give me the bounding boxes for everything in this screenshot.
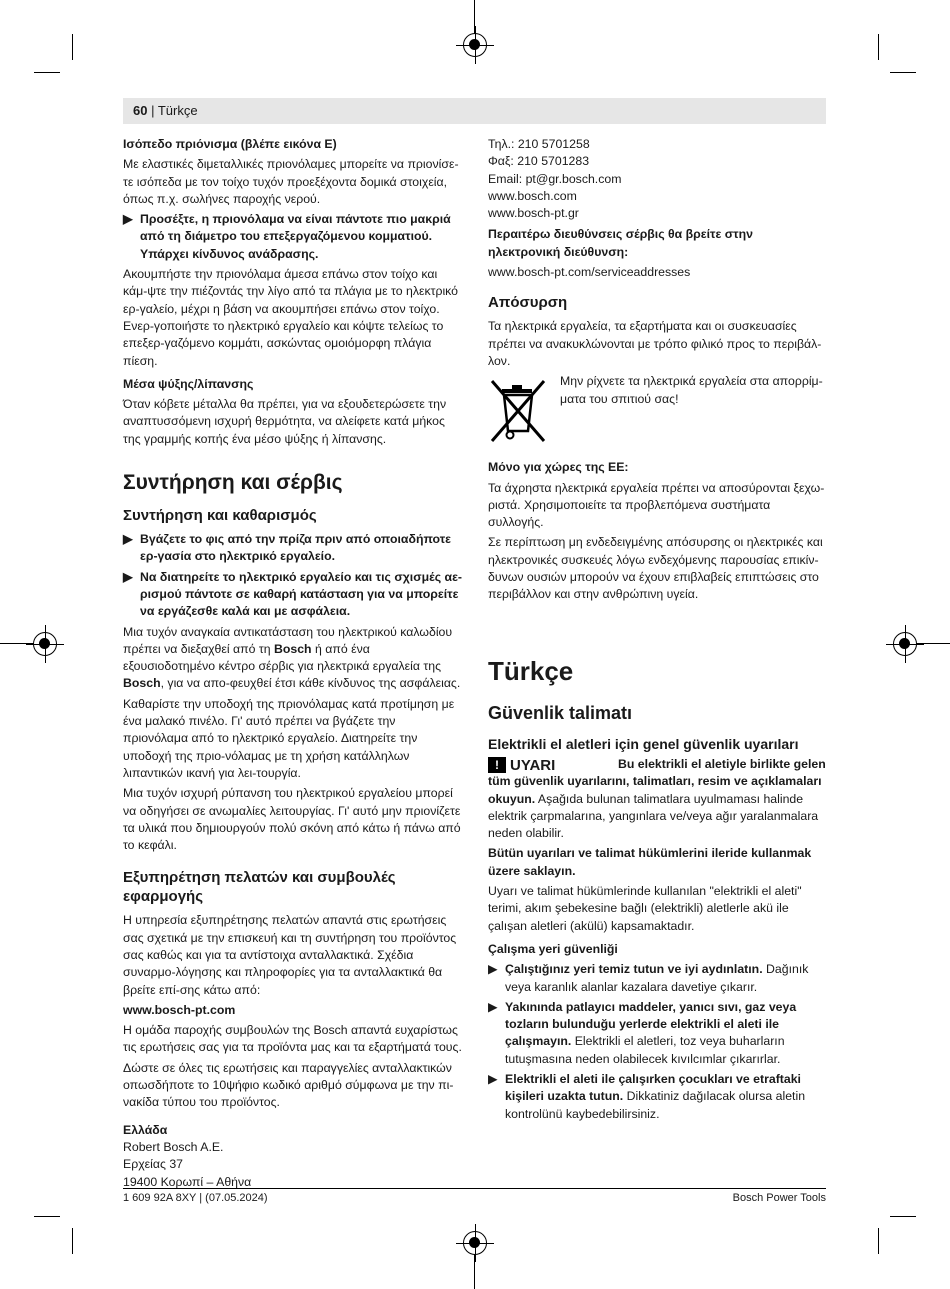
paragraph: Μια τυχόν ισχυρή ρύπανση του ηλεκτρικού εργαλείου μπορεί να οδηγήσει σε ανωμαλίες λειτουργίας. Γι' αυτό μην πριονίζετε τα υλικά που δημιουργούν πολύ σκόνη από κάτω ή πάνω από το κεφάλι. — [123, 786, 461, 853]
paragraph: Όταν κόβετε μέταλλα θα πρέπει, για να εξουδετερώσετε την αναπτυσσόμενη ισχυρή θερμότητα, να αλείφετε κατά μήκος της γραμμής κοπής ένα μέσο ψύξης ή λίπανσης. — [123, 397, 447, 446]
section-title: Μόνο για χώρες της ΕΕ: — [488, 460, 629, 475]
left-column — [123, 136, 463, 1191]
heading-safety: Güvenlik talimatı — [488, 702, 633, 723]
arrow-icon: ▶ — [123, 569, 133, 584]
paragraph: Με ελαστικές διμεταλλικές πριονόλαμες μπορείτε να πριονίσε-τε ισόπεδα με τον τοίχο τυχόν προεξέχοντα δομικά στοιχεία, όπως π.χ. σωλήνες παροχής νερού. — [123, 157, 459, 206]
section-title: Ισόπεδο πριόνισμα (βλέπε εικόνα E) — [123, 137, 337, 151]
heading-maintenance: Συντήρηση και καθαρισμός — [123, 507, 317, 525]
heading-customer-service: Εξυπηρέτηση πελατών και συμβουλές εφαρμογής — [123, 869, 396, 906]
country: Ελλάδα — [123, 1122, 168, 1137]
crop-mark — [34, 1216, 60, 1217]
warning-bullet — [123, 211, 463, 263]
brand-name: Bosch Power Tools — [732, 1192, 826, 1204]
section-title: Çalışma yeri güvenliği — [488, 941, 618, 956]
paragraph: Καθαρίστε την υποδοχή της πριονόλαμας κατά προτίμηση με ένα μαλακό πινέλο. Γι' αυτό πρέπει να βγάζετε την πριονόλαμα από το ηλεκτρικό εργαλείο. Διατηρείτε την υποδοχή της πριο-νόλαμας με τη χρήση κατάλληλων λιπαντικών ικανή για λει-τουργία. — [123, 696, 455, 780]
registration-mark-icon — [463, 1231, 487, 1255]
registration-mark-icon — [33, 632, 57, 656]
paragraph: Ακουμπήστε την πριονόλαμα άμεσα επάνω στον τοίχο και κάμ-ψτε την πιέζοντάς την λίγο από τα πλάγια με το ηλεκτρικό ερ-γαλείο, μέχρι η βάση να ακουμπήσει επάνω στον τοίχο. Ενερ-γοποιήστε το ηλεκτρικό εργαλείο και κόψτε τελείως το επεξερ-γαζόμενο κομμάτι, ασκώντας ομοιόμορφη πλάγια πίεση. — [123, 267, 459, 368]
address-line: Ερχείας 37 — [123, 1157, 183, 1172]
arrow-icon: ▶ — [123, 532, 133, 547]
text: , για να απο-φευχθεί έτσι κάθε κίνδυνος της ασφάλειας. — [160, 676, 461, 691]
registration-mark-icon — [463, 33, 487, 57]
text: ή από ένα εξουσιοδοτημένο κέντρο σέρβις για ηλεκτρικά εργαλεία της — [123, 641, 442, 674]
bullet — [488, 999, 828, 1068]
heading-general-warnings: Elektrikli el aletleri için genel güvenlik uyarıları — [488, 735, 799, 752]
bullet-text: Να διατηρείτε το ηλεκτρικό εργαλείο και τις σχισμές αε-ρισμού πάντοτε σε καθαρή κατάσταση για να μπορείτε να εργάζεσθε καλά και με ασφάλεια. — [140, 569, 463, 619]
fax: Φαξ: 210 5701283 — [488, 154, 590, 169]
doc-code: 1 609 92A 8XY | (07.05.2024) — [123, 1192, 268, 1204]
paragraph: Δώστε σε όλες τις ερωτήσεις και παραγγελίες ανταλλακτικών οπωσδήποτε το 10ψήφιο κωδικό αριθμό σύμφωνα με την πι-νακίδα τύπου του προϊόντος. — [123, 1060, 454, 1110]
warning-bold: Bu elektrikli el aletiyle birlikte gelen tüm güvenlik uyarılarını, talimatları, resim ve açıklamaları okuyun. — [488, 756, 826, 806]
crop-mark — [878, 34, 879, 60]
paragraph: Μην ρίχνετε τα ηλεκτρικά εργαλεία στα απορρίμ-ματα του σπιτιού σας! — [560, 374, 823, 406]
bullet-text: Elektrikli el aletleri, toz veya buharların tutuşmasına neden olabilecek kıvılcımlar çıkarırlar. — [505, 1034, 785, 1066]
right-column — [488, 136, 828, 1126]
arrow-icon: ▶ — [488, 1071, 498, 1086]
text: Μια τυχόν αναγκαία αντικατάσταση του ηλεκτρικού καλωδίου πρέπει να διεξαχθεί από τη — [123, 624, 453, 656]
link[interactable]: www.bosch-pt.com/serviceaddresses — [488, 265, 691, 280]
bullet — [488, 1071, 828, 1123]
heading-service: Συντήρηση και σέρβις — [123, 471, 343, 495]
arrow-icon: ▶ — [488, 962, 498, 977]
language-title: Türkçe — [488, 655, 574, 686]
phone: Τηλ.: 210 5701258 — [488, 137, 590, 151]
registration-mark-icon — [893, 632, 917, 656]
page-header: 60 | Türkçe — [123, 98, 826, 124]
link[interactable]: www.bosch-pt.gr — [488, 206, 579, 221]
warning-block — [488, 757, 828, 843]
crop-mark — [34, 72, 60, 73]
bullet — [488, 961, 828, 996]
paragraph — [123, 624, 463, 693]
bullet-text: Dağınık veya karanlık alanlar kazalara davetiye çıkarır. — [505, 962, 809, 994]
link[interactable]: www.bosch.com — [488, 188, 577, 203]
address-line: Robert Bosch A.E. — [123, 1139, 224, 1154]
disposal-block — [488, 373, 828, 449]
page-number: 60 — [133, 103, 148, 118]
bullet-bold: Çalıştığınız yeri temiz tutun ve iyi aydınlatın. — [505, 962, 763, 977]
crop-mark — [890, 1216, 916, 1217]
bullet — [123, 531, 463, 566]
paragraph: Η υπηρεσία εξυπηρέτησης πελατών απαντά στις ερωτήσεις σας σχετικά με την επισκευή και τη συντήρηση του προϊόντος σας καθώς και για τα αντίστοιχα ανταλλακτικά. Σχέδια συναρμο-λόγησης και πληροφορίες για τα ανταλλακτικά θα βρείτε επί-σης κάτω από: — [123, 913, 457, 997]
keep-instructions: Bütün uyarıları ve talimat hükümlerini ileride kullanmak üzere saklayın. — [488, 846, 812, 878]
bullet — [123, 569, 463, 621]
crop-mark — [878, 1228, 879, 1254]
brand: Bosch — [273, 641, 312, 656]
paragraph: Τα ηλεκτρικά εργαλεία, τα εξαρτήματα και οι συσκευασίες πρέπει να ανακυκλώνονται με τρόπο φιλικό προς το περιβάλ-λον. — [488, 319, 822, 368]
paragraph: Η ομάδα παροχής συμβουλών της Bosch απαντά ευχαρίστως τις ερωτήσεις σας για τα προϊόντα μας και τα εξαρτήματά τους. — [123, 1023, 462, 1055]
paragraph: Τα άχρηστα ηλεκτρικά εργαλεία πρέπει να αποσύρονται ξεχω-ριστά. Χρησιμοποιείτε τα προβλεπόμενα συστήματα συλλογής. — [488, 480, 825, 530]
paragraph: Σε περίπτωση μη ενδεδειγμένης απόσυρσης οι ηλεκτρικές και ηλεκτρονικές συσκευές λόγω ενδεχόμενης παρουσίας επικίν-δυνων ουσιών μπορούν να έχουν επιβλαβείς επιπτώσεις στο περιβάλλον και στην ανθρώπινη υγεία. — [488, 535, 823, 602]
email[interactable]: Email: pt@gr.bosch.com — [488, 171, 622, 186]
warning-text: Aşağıda bulunan talimatlara uyulmaması halinde elektrik çarpmalarına, yangınlara ve/veya ağır yaralanmalara neden olabilir. — [488, 791, 819, 841]
warning-triangle-icon: ! — [488, 757, 506, 773]
crossed-bin-icon — [488, 375, 548, 445]
bullet-text: Dikkatiniz dağılacak olursa aletin kontrolünü kaybedebilirsiniz. — [505, 1089, 806, 1121]
warning-word: UYARI — [510, 756, 556, 774]
bullet-bold: Elektrikli el aleti ile çalışırken çocukları ve etraftaki kişileri uzakta tutun. — [505, 1071, 801, 1104]
bullet-text: Προσέξτε, η πριονόλαμα να είναι πάντοτε πιο μακριά από τη διάμετρο του επεξεργαζόμενου κομματιού. Υπάρχει κίνδυνος ανάδρασης. — [140, 212, 451, 261]
crop-mark — [890, 72, 916, 73]
section-title: Μέσα ψύξης/λίπανσης — [123, 376, 254, 391]
section-title: Περαιτέρω διευθύνσεις σέρβις θα βρείτε στην ηλεκτρονική διεύθυνση: — [488, 227, 754, 259]
section-name: Türkçe — [157, 103, 198, 118]
address-line: 19400 Κορωπί – Αθήνα — [123, 1174, 252, 1189]
crop-mark — [72, 1228, 73, 1254]
bullet-text: Βγάζετε το φις από την πρίζα πριν από οποιαδήποτε ερ-γασία στο ηλεκτρικό εργαλείο. — [140, 532, 452, 564]
paragraph: Uyarı ve talimat hükümlerinde kullanılan "elektrikli el aleti" terimi, akım şebekesine bağlı (elektrikli) aletlerle akü ile çalışan aletleri (akülü) kapsamaktadır. — [488, 884, 802, 933]
brand: Bosch — [123, 676, 161, 691]
heading-disposal: Απόσυρση — [488, 294, 568, 312]
crop-mark — [72, 34, 73, 60]
link[interactable]: www.bosch-pt.com — [123, 1002, 236, 1017]
bullet-bold: Yakınında patlayıcı maddeler, yanıcı sıvı, gaz veya tozların bulunduğu yerlerde elektrikli el aleti ile çalışmayın. — [505, 999, 797, 1049]
arrow-icon: ▶ — [123, 212, 133, 227]
page-footer — [123, 1188, 826, 1204]
arrow-icon: ▶ — [488, 999, 498, 1014]
